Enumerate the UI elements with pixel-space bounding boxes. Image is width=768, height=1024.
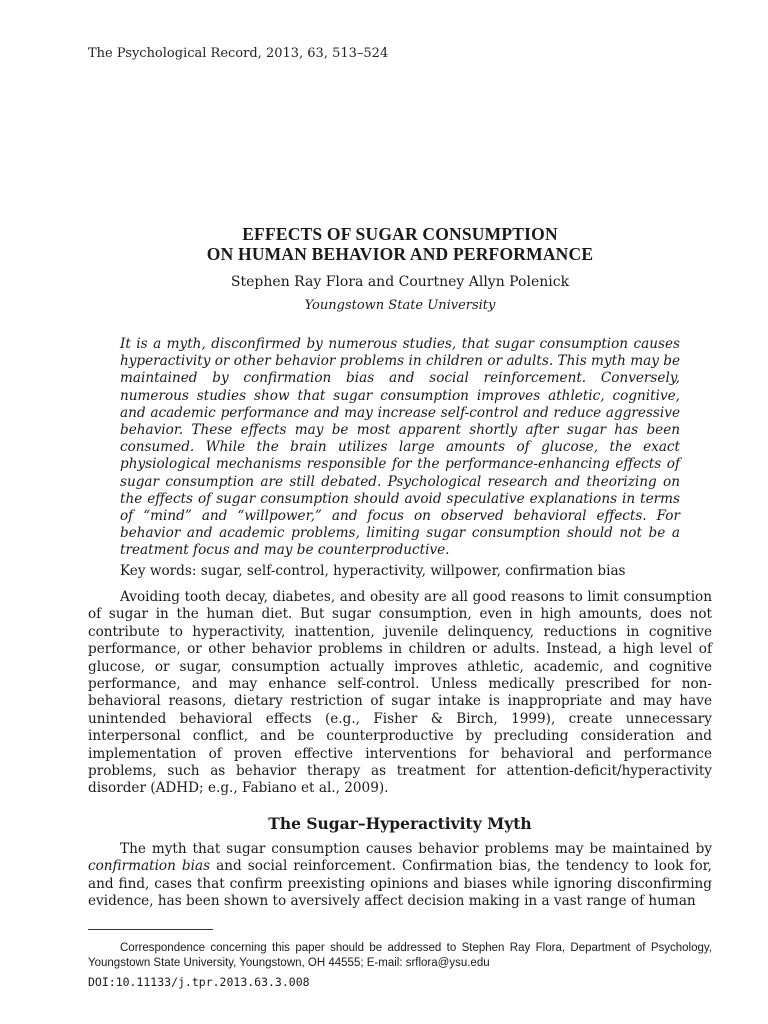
running-head: The Psychological Record, 2013, 63, 513–524 (88, 46, 389, 61)
article-title-line-2: ON HUMAN BEHAVIOR AND PERFORMANCE (206, 244, 594, 264)
section-heading: The Sugar–Hyperactivity Myth (268, 814, 532, 833)
section-paragraph (88, 841, 712, 913)
article-title (88, 224, 712, 264)
article-title-line-1: EFFECTS OF SUGAR CONSUMPTION (242, 224, 558, 244)
author-affiliation: Youngstown State University (304, 298, 496, 313)
abstract: It is a myth, disconfirmed by numerous studies, that sugar consumption causes hyperactivity or other behavior problems in children or adults. This myth may be maintained by confirmation bias and social reinforcement. Conversely, numerous studies show that sugar consumption improves athletic, cognitive, and academic performance and may increase self-control and reduce aggressive behavior. These effects may be most apparent shortly after sugar has been consumed. While the brain utilizes large amounts of glucose, the exact physiological mechanisms responsible for the performance-enhancing effects of sugar consumption are still debated. Psychological research and theorizing on the effects of sugar consumption should avoid speculative explanations in terms of “mind” and “willpower,” and focus on observed behavioral effects. For behavior and academic problems, limiting sugar consumption should not be a treatment focus and may be counterproductive. (120, 336, 680, 559)
doi: DOI:10.11133/j.tpr.2013.63.3.008 (88, 975, 310, 989)
footnote-divider (88, 929, 213, 930)
correspondence-footnote: Correspondence concerning this paper should be addressed to Stephen Ray Flora, Department of Psychology, Youngstown State University, Youngstown, OH 44555; E-mail: srflora@ysu.edu (88, 942, 712, 969)
keywords: Key words: sugar, self-control, hyperactivity, willpower, confirmation bias (120, 563, 626, 579)
intro-paragraph: Avoiding tooth decay, diabetes, and obesity are all good reasons to limit consumption of sugar in the human diet. But sugar consumption, even in high amounts, does not contribute to hyperactivity, inattention, juvenile delinquency, reductions in cognitive performance, or other behavior problems in children or adults. Instead, a high level of glucose, or sugar, consumption actually improves athletic, academic, and cognitive performance, and may enhance self-control. Unless medically prescribed for non-behavioral reasons, dietary restriction of sugar intake is inappropriate and may have unintended behavioral effects (e.g., Fisher & Birch, 1999), create unnecessary interpersonal conflict, and be counterproductive by precluding consideration and implementation of proven effective interventions for behavioral and performance problems, such as behavior therapy as treatment for attention-deficit/hyperactivity disorder (ADHD; e.g., Fabiano et al., 2009). (88, 589, 712, 797)
confirmation-bias-term: confirmation bias (88, 858, 211, 875)
author-list: Stephen Ray Flora and Courtney Allyn Polenick (230, 274, 570, 290)
section-paragraph-start: The myth that sugar consumption causes behavior problems may be maintained by (120, 841, 712, 857)
section-paragraph-rest: and social reinforcement. Confirmation bias, the tendency to look for, and find, cases that confirm preexisting opinions and biases while ignoring disconfirming evidence, has been shown to aversively affect decision making in a vast range of human (88, 858, 712, 910)
